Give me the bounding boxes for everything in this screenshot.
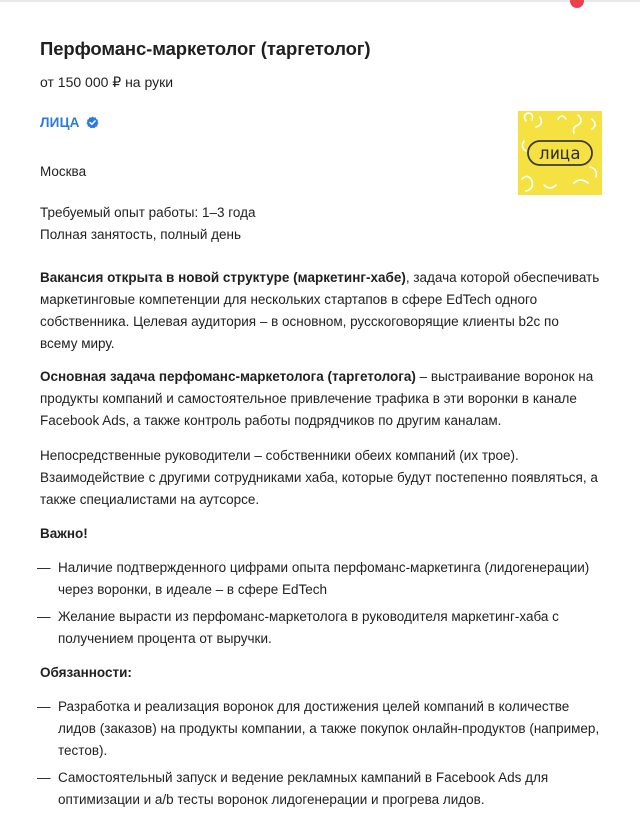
paragraph-2-bold: Основная задача перфоманс-маркетолога (таргетолога) [40, 369, 416, 384]
corner-red-marker [570, 0, 584, 8]
important-title: Важно! [40, 526, 88, 541]
company-link[interactable]: ЛИЦА [40, 114, 80, 130]
list-item [37, 606, 600, 650]
list-item-text: Самостоятельный запуск и ведение рекламных кампаний в Facebook Ads для оптимизации и a/b тесты воронок лидогенерации и прогрева лидов. [58, 770, 549, 807]
paragraph-2-text: – выстраивание воронок на продукты компаний и самостоятельное привлечение трафика в эти воронки в канале Facebook Ads, а также контроль работы подрядчиков по другим каналам. [40, 369, 594, 428]
list-item [37, 557, 600, 601]
list-dash: — [37, 609, 51, 624]
duties-list [37, 696, 600, 811]
company-row [40, 112, 600, 132]
list-item [37, 696, 600, 762]
description-paragraph-2 [40, 366, 600, 432]
description-paragraph-1 [40, 267, 600, 355]
salary: от 150 000 ₽ на руки [40, 74, 174, 90]
top-edge-divider [0, 0, 640, 2]
list-dash: — [37, 560, 51, 575]
paragraph-1-text: , задача которой обеспечивать маркетинговые компетенции для нескольких стартапов в сфере EdTech одного собственника. Целевая аудитория – в основном, русскоговорящие клиенты b2c по всему миру. [40, 270, 600, 351]
list-item-text: Желание вырасти из перфоманс-маркетолога в руководителя маркетинг-хаба с получением процента от выручки. [58, 609, 559, 646]
description-paragraph-3: Непосредственные руководители – собственники обеих компаний (их трое). Взаимодействие с другими сотрудниками хаба, которые будут постепенно появляться, а также специалистами на аутсорсе. [40, 448, 598, 507]
vacancy-page [37, 36, 600, 816]
duties-title: Обязанности: [40, 665, 132, 680]
experience: Требуемый опыт работы: 1–3 года [40, 205, 256, 220]
list-dash: — [37, 770, 51, 785]
verified-check-icon [86, 116, 99, 129]
list-item-text: Наличие подтвержденного цифрами опыта перфоманс-маркетинга (лидогенерации) через воронки, в идеале – в сфере EdTech [58, 560, 590, 597]
paragraph-1-bold: Вакансия открыта в новой структуре (маркетинг-хабе) [40, 270, 406, 285]
city: Москва [40, 164, 87, 179]
job-meta [40, 202, 600, 246]
important-list [37, 557, 600, 650]
company-logo[interactable] [518, 111, 602, 195]
list-item [37, 767, 600, 811]
vacancy-title: Перфоманс-маркетолог (таргетолог) [40, 38, 371, 59]
logo-text: лица [539, 144, 581, 164]
list-dash: — [37, 699, 51, 714]
employment: Полная занятость, полный день [40, 227, 242, 242]
company-logo-art [518, 111, 602, 195]
list-item-text: Разработка и реализация воронок для достижения целей компаний в количестве лидов (заказов) на продукты компании, а также покупок онлайн-продуктов (например, тестов). [58, 699, 600, 758]
